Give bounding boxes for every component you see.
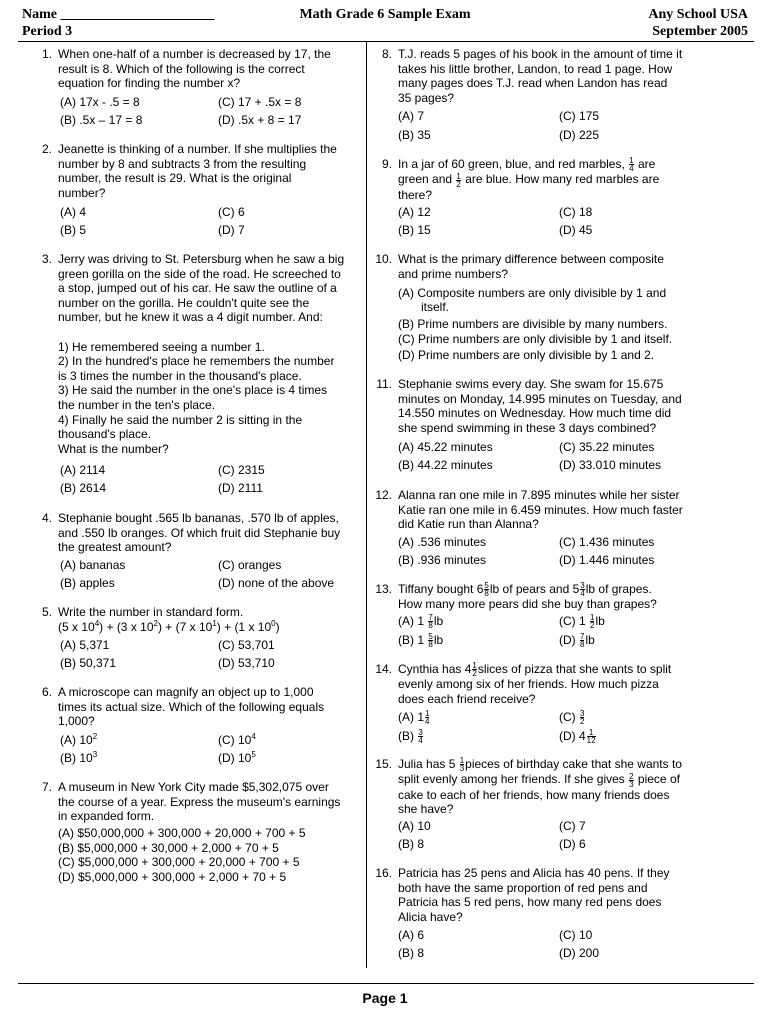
option-b[interactable]: (B) 2614: [60, 481, 107, 495]
question-number: 5.: [41, 605, 52, 619]
question-number: 13.: [375, 582, 392, 596]
fraction: $\frac{1}{3}$: [459, 756, 465, 774]
option-a[interactable]: (A) .536 minutes: [398, 535, 487, 549]
question-text: A microscope can magnify an object up to 1,000 times its actual size. Which of the following equals 1,000?: [58, 685, 325, 729]
question-text: Stephanie bought .565 lb bananas, .570 lb of apples, and .550 lb oranges. Of which fruit did Stephanie buy the greatest amount?: [58, 511, 341, 555]
option-b[interactable]: (B) $10^3$: [60, 750, 98, 765]
option-b[interactable]: (B) 15: [398, 223, 431, 237]
school-name: Any School USA: [648, 7, 748, 22]
option-c[interactable]: (C) 1 $\frac{1}{2}$ lb: [559, 613, 605, 631]
fraction: $\frac{1}{2}$: [472, 661, 477, 679]
option-c[interactable]: (C) oranges: [218, 558, 282, 572]
question-number: 16.: [375, 866, 392, 880]
question-text: Stephanie swims every day. She swam for 15.675 minutes on Monday, 14.995 minutes on Tuesday, and 14.550 minutes on Wednesday. How much time did she spend swimming in these 3 days combined?: [398, 377, 682, 435]
question-text: Julia has 5 $\frac{1}{3}$ pieces of birthday cake that she wants to split evenly among her friends. If she gives $\frac{2}{3}$ piece of cake to each of her friends, how many friends does she have?: [398, 756, 682, 817]
expanded-expression: (5 x $10^4) + (3$ x $10^2) + (7$ x $10^1) + (1$ x $10^0$): [58, 618, 280, 634]
option-a[interactable]: (A) 1 $\frac{1}{4}$: [398, 709, 430, 727]
question-number: 2.: [41, 142, 52, 156]
option-c[interactable]: (C) 10: [559, 928, 593, 942]
option-c[interactable]: (C) 7: [559, 819, 586, 833]
page-number: Page 1: [362, 990, 408, 1006]
option-a[interactable]: (A) 1 $\frac{7}{8}$ lb: [398, 613, 444, 631]
option-d[interactable]: (D) $\frac{7}{8}$ lb: [559, 632, 595, 650]
option-a[interactable]: (A) 12: [398, 205, 431, 219]
question-text: Tiffany bought 6 $\frac{5}{8}$ lb of pears and 5 $\frac{3}{4}$ lb of grapes. How many more pears did she buy than grapes?: [398, 581, 657, 612]
option-d[interactable]: (D) 33.010 minutes: [559, 458, 662, 472]
option-a[interactable]: (A) Composite numbers are only divisible by 1 and: [398, 286, 667, 300]
option-c[interactable]: (C) 2315: [218, 463, 265, 477]
option-b[interactable]: (B) Prime numbers are divisible by many numbers.: [398, 317, 668, 331]
option-c[interactable]: (C) 6: [218, 205, 245, 219]
question-number: 1.: [41, 47, 52, 61]
option-b[interactable]: (B) 8: [398, 837, 425, 851]
fraction: $\frac{5}{8}$: [484, 581, 489, 599]
option-a[interactable]: (A) $50,000,000 + 300,000 + 20,000 + 700 + 5: [58, 826, 306, 840]
question-number: 12.: [375, 488, 392, 502]
option-a[interactable]: (A) 45.22 minutes: [398, 440, 493, 454]
option-d[interactable]: (D) none of the above: [218, 576, 335, 590]
question-number: 8.: [381, 47, 392, 61]
option-d[interactable]: (D) 200: [559, 946, 600, 960]
question-text: Jerry was driving to St. Petersburg when he saw a big green gorilla on the side of the road. He screeched to a stop, jumped out of his car. He saw the outline of a number on the gorilla. He couldn't quite see the number, but he knew it was a 4 digit number. And: 1) He remembered seeing a number 1. 2) In the hundred's place he remembers the number is 3 times the number in the thousand's place. 3) He said the number in the one's place is 4 times the number in the ten's place. 4) Finally he said the number 2 is sitting in the thousand's place. What is the number?: [58, 252, 345, 456]
option-d[interactable]: (D) 6: [559, 837, 586, 851]
question-number: 6.: [41, 685, 52, 699]
question-text: T.J. reads 5 pages of his book in the amount of time it takes his little brother, Landon, to read 1 page. How many pages does T.J. read when Landon has read 35 pages?: [398, 47, 683, 105]
fraction: $\frac{1}{2}$: [456, 171, 461, 189]
option-c[interactable]: (C) 17 + .5x = 8: [218, 95, 302, 109]
option-b[interactable]: (B) 5: [60, 223, 87, 237]
option-c[interactable]: (C) 53,701: [218, 638, 275, 652]
exam-date: September 2005: [652, 24, 748, 39]
option-c[interactable]: (C) $10^4$: [218, 732, 256, 747]
period-label: Period 3: [22, 24, 73, 39]
option-d[interactable]: (D) Prime numbers are only divisible by 1 and 2.: [398, 348, 655, 362]
option-a[interactable]: (A) 5,371: [60, 638, 110, 652]
option-d[interactable]: (D) 225: [559, 128, 600, 142]
option-d[interactable]: (D) .5x + 8 = 17: [218, 113, 302, 127]
option-a[interactable]: (A) 6: [398, 928, 425, 942]
option-c[interactable]: (C) $5,000,000 + 300,000 + 20,000 + 700 + 5: [58, 855, 300, 870]
option-a[interactable]: (A) 4: [60, 205, 87, 219]
question-text: When one-half of a number is decreased by 17, the result is 8. Which of the following is the correct equation for finding the number x?: [58, 47, 331, 91]
fraction: $\frac{2}{3}$: [629, 771, 634, 789]
option-b[interactable]: (B) 8: [398, 946, 425, 960]
question-number: 3.: [41, 252, 52, 266]
option-a[interactable]: (A) 2114: [60, 463, 106, 477]
question-number: 14.: [375, 662, 392, 676]
question-number: 4.: [41, 511, 52, 525]
option-b[interactable]: (B) 44.22 minutes: [398, 458, 493, 472]
option-c[interactable]: (C) Prime numbers are only divisible by 1 and itself.: [398, 332, 673, 346]
fraction: $\frac{3}{4}$: [580, 581, 585, 599]
option-c[interactable]: (C) $\frac{3}{2}$: [559, 709, 585, 727]
option-a[interactable]: (A) 10: [398, 819, 431, 833]
option-c[interactable]: (C) 1.436 minutes: [559, 535, 655, 549]
option-d[interactable]: (D) $10^5$: [218, 750, 256, 765]
option-d[interactable]: (D) $5,000,000 + 300,000 + 2,000 + 70 + 5: [58, 869, 287, 884]
option-b[interactable]: (B) .936 minutes: [398, 553, 487, 567]
question-number: 9.: [381, 157, 392, 171]
option-d[interactable]: (D) 4 $\frac{1}{12}$: [559, 728, 596, 746]
option-a-continued: itself.: [421, 300, 450, 314]
question-number: 11.: [376, 377, 392, 391]
option-b[interactable]: (B) $\frac{3}{4}$: [398, 728, 423, 746]
option-c[interactable]: (C) 175: [559, 109, 600, 123]
question-text: Cynthia has 4 $\frac{1}{2}$ slices of pizza that she wants to split evenly among six of her friends. How much pizza does each friend receive?: [398, 661, 672, 706]
option-b[interactable]: (B) 50,371: [60, 656, 117, 670]
option-a[interactable]: (A) 7: [398, 109, 425, 123]
option-d[interactable]: (D) 1.446 minutes: [559, 553, 655, 567]
name-field-label: Name ______________________: [22, 7, 215, 22]
option-b[interactable]: (B) $5,000,000 + 30,000 + 2,000 + 70 + 5: [58, 840, 279, 855]
option-c[interactable]: (C) 18: [559, 205, 593, 219]
option-d[interactable]: (D) 7: [218, 223, 245, 237]
question-text: A museum in New York City made $5,302,075 over the course of a year. Express the museum's earnings in expanded form.: [58, 780, 341, 824]
option-a[interactable]: (A) bananas: [60, 558, 126, 572]
question-text: Alanna ran one mile in 7.895 minutes while her sister Katie ran one mile in 6.459 minutes. How much faster did Katie run than Alanna?: [398, 488, 683, 532]
question-text: What is the primary difference between composite and prime numbers?: [398, 252, 664, 281]
option-b[interactable]: (B) apples: [60, 576, 115, 590]
option-a[interactable]: (A) $10^2$: [60, 732, 98, 747]
option-b[interactable]: (B) 1 $\frac{5}{8}$ lb: [398, 632, 444, 650]
question-text: Write the number in standard form. (5 x $10^4) + (3$ x $10^2) + (7$ x $10^1) + (1$ x $10^0$): [58, 605, 280, 634]
question-text: Jeanette is thinking of a number. If she multiplies the number by 8 and subtracts 3 from the resulting number, the result is 29. What is the original number?: [58, 142, 337, 200]
option-d[interactable]: (D) 53,710: [218, 656, 275, 670]
option-c[interactable]: (C) 35.22 minutes: [559, 440, 655, 454]
fraction: $\frac{1}{4}$: [629, 156, 634, 174]
question-number: 15.: [375, 757, 392, 771]
option-b[interactable]: (B) .5x – 17 = 8: [60, 113, 143, 127]
question-text: Patricia has 25 pens and Alicia has 40 pens. If they both have the same proportion of red pens and Patricia has 5 red pens, how many red pens does Alicia have?: [398, 866, 670, 924]
question-number: 7.: [41, 780, 52, 794]
question-text: In a jar of 60 green, blue, and red marbles, $\frac{1}{4}$ are green and $\frac{1}{2}$ are blue. How many red marbles are there?: [398, 156, 660, 202]
exam-title: Math Grade 6 Sample Exam: [299, 7, 471, 22]
question-number: 10.: [375, 252, 392, 266]
option-d[interactable]: (D) 2111: [218, 481, 263, 495]
option-b[interactable]: (B) 35: [398, 128, 431, 142]
option-a[interactable]: (A) 17x - .5 = 8: [60, 95, 140, 109]
option-d[interactable]: (D) 45: [559, 223, 593, 237]
